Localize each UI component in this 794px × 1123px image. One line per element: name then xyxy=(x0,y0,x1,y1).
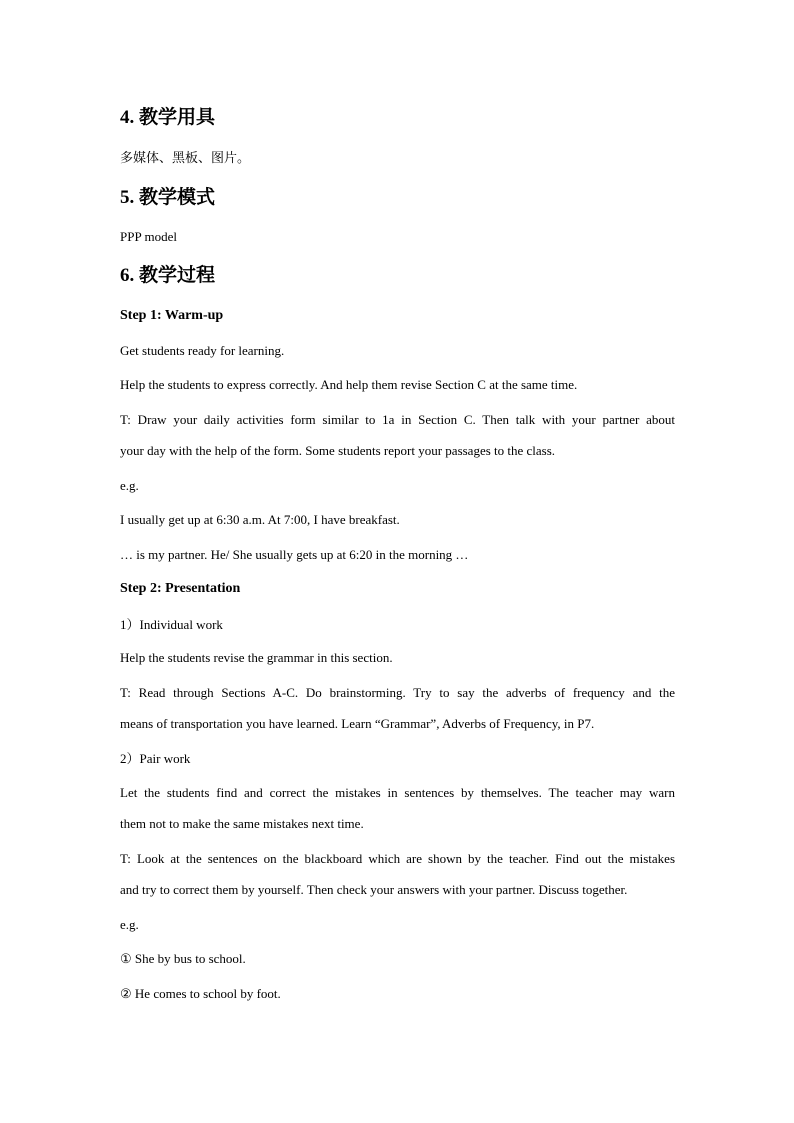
step-2-line-3: means of transportation you have learned. Learn “Grammar”, Adverbs of Frequency, in P7. xyxy=(120,716,595,731)
step-2-eg: e.g. xyxy=(120,917,139,932)
step-2-line-7: and try to correct them by yourself. Then check your answers with your partner. Discuss together. xyxy=(120,882,628,897)
step-1-line-3: T: Draw your daily activities form similar to 1a in Section C. Then talk with your partner about xyxy=(120,412,675,427)
step-1-line-1: Get students ready for learning. xyxy=(120,343,285,358)
section-5-heading: 5. 教学模式 xyxy=(120,187,216,208)
section-4-text: 多媒体、黑板、图片。 xyxy=(120,150,251,165)
step-1-heading: Step 1: Warm-up xyxy=(120,308,224,323)
step-2-line-2: T: Read through Sections A-C. Do brainstorming. Try to say the adverbs of frequency and the xyxy=(120,685,675,700)
step-2-heading: Step 2: Presentation xyxy=(120,581,241,596)
step-2-line-4: Let the students find and correct the mistakes in sentences by themselves. The teacher may warn xyxy=(120,785,675,800)
step-2-example-2: ② He comes to school by foot. xyxy=(120,986,281,1001)
step-2-sub-1: 1）Individual work xyxy=(120,617,223,632)
section-5-text: PPP model xyxy=(120,229,177,244)
step-2-line-6: T: Look at the sentences on the blackboard which are shown by the teacher. Find out the mistakes xyxy=(120,851,675,866)
step-2-line-5: them not to make the same mistakes next time. xyxy=(120,816,364,831)
step-1-example-1: I usually get up at 6:30 a.m. At 7:00, I have breakfast. xyxy=(120,512,400,527)
step-1-line-4: your day with the help of the form. Some students report your passages to the class. xyxy=(120,443,556,458)
step-2-line-1: Help the students revise the grammar in this section. xyxy=(120,650,393,665)
section-4-heading: 4. 教学用具 xyxy=(120,107,216,128)
step-2-sub-2: 2）Pair work xyxy=(120,751,191,766)
step-2-example-1: ① She by bus to school. xyxy=(120,951,246,966)
step-1-example-2: … is my partner. He/ She usually gets up at 6:20 in the morning … xyxy=(120,547,469,562)
step-1-line-2: Help the students to express correctly. And help them revise Section C at the same time. xyxy=(120,377,578,392)
step-1-eg: e.g. xyxy=(120,478,139,493)
section-6-heading: 6. 教学过程 xyxy=(120,265,216,286)
